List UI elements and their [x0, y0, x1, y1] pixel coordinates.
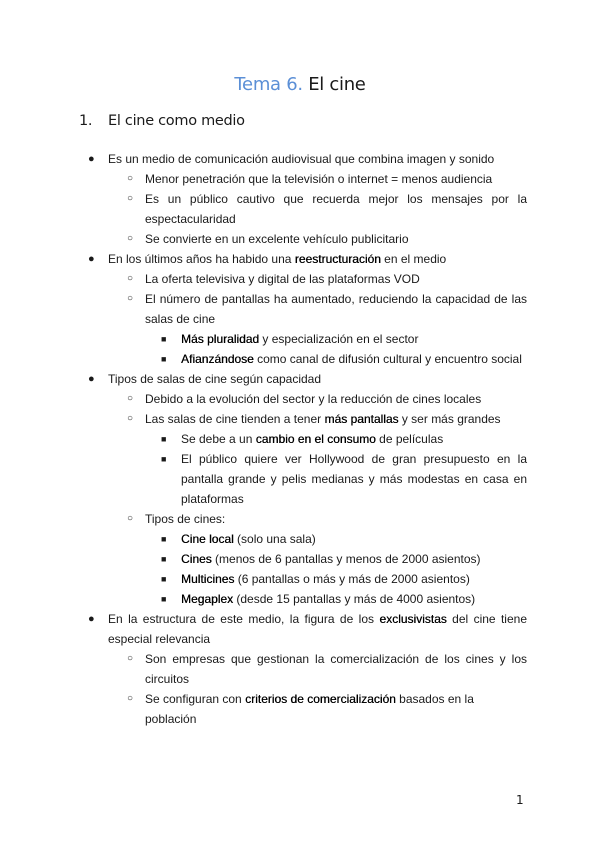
- bullet-square: ■: [161, 594, 167, 604]
- list-item: ○ Tipos de cines:: [145, 509, 527, 529]
- title-name: El cine: [308, 74, 366, 95]
- list-item: ○ Las salas de cine tienden a tener más pantallas y ser más grandes: [145, 409, 527, 429]
- list-item: ○ Se convierte en un excelente vehículo publicitario: [145, 229, 527, 249]
- section-number: 1.: [79, 113, 93, 129]
- list-item: ○ Se configuran con criterios de comercialización basados en la población: [145, 689, 527, 729]
- title-number: Tema 6.: [234, 74, 303, 95]
- list-item: ○ Debido a la evolución del sector y la reducción de cines locales: [145, 389, 527, 409]
- list-item: ■ Megaplex (desde 15 pantallas y más de 4000 asientos): [181, 589, 527, 609]
- list-item: ■ El público quiere ver Hollywood de gran presupuesto en la pantalla grande y pelis medianas y más modestas en casa en plataformas: [181, 449, 527, 509]
- list-item: ● Tipos de salas de cine según capacidad: [108, 369, 527, 389]
- section-title: El cine como medio: [108, 113, 245, 129]
- list-item: ■ Se debe a un cambio en el consumo de películas: [181, 429, 527, 449]
- bullet-circle: ○: [127, 693, 134, 704]
- bullet-circle: ○: [127, 413, 134, 424]
- section-heading: [79, 113, 245, 129]
- bullet-square: ■: [161, 434, 167, 444]
- bullet-square: ■: [161, 354, 167, 364]
- bullet-circle: ○: [127, 393, 134, 404]
- bullet-disc: ●: [88, 153, 95, 165]
- list-item: ● En la estructura de este medio, la figura de los exclusivistas del cine tiene especial relevancia: [108, 609, 527, 649]
- list-item: ○ Menor penetración que la televisión o internet = menos audiencia: [145, 169, 527, 189]
- bullet-square: ■: [161, 454, 167, 464]
- bullet-square: ■: [161, 534, 167, 544]
- page-number: 1: [516, 793, 524, 807]
- bullet-circle: ○: [127, 173, 134, 184]
- bullet-square: ■: [161, 334, 167, 344]
- bullet-circle: ○: [127, 293, 134, 304]
- list-item: ■ Cine local (solo una sala): [181, 529, 527, 549]
- list-item: ● En los últimos años ha habido una reestructuración en el medio: [108, 249, 527, 269]
- bullet-disc: ●: [88, 373, 95, 385]
- list-item: ○ El número de pantallas ha aumentado, reduciendo la capacidad de las salas de cine: [145, 289, 527, 329]
- list-item: ● Es un medio de comunicación audiovisual que combina imagen y sonido: [108, 149, 527, 169]
- bullet-circle: ○: [127, 653, 134, 664]
- bullet-circle: ○: [127, 193, 134, 204]
- bullet-disc: ●: [88, 253, 95, 265]
- list-item: ■ Multicines (6 pantallas o más y más de 2000 asientos): [181, 569, 527, 589]
- list-item: ■ Cines (menos de 6 pantallas y menos de 2000 asientos): [181, 549, 527, 569]
- bullet-disc: ●: [88, 613, 95, 625]
- bullet-square: ■: [161, 554, 167, 564]
- page-title: [0, 74, 600, 95]
- list-item: ■ Más pluralidad y especialización en el sector: [181, 329, 527, 349]
- list-item: ○ Es un público cautivo que recuerda mejor los mensajes por la espectacularidad: [145, 189, 527, 229]
- bullet-square: ■: [161, 574, 167, 584]
- list-item: ○ La oferta televisiva y digital de las plataformas VOD: [145, 269, 527, 289]
- bullet-circle: ○: [127, 273, 134, 284]
- bullet-list: [0, 149, 600, 729]
- bullet-circle: ○: [127, 233, 134, 244]
- list-item: ■ Afianzándose como canal de difusión cultural y encuentro social: [181, 349, 527, 369]
- list-item: ○ Son empresas que gestionan la comercialización de los cines y los circuitos: [145, 649, 527, 689]
- bullet-circle: ○: [127, 513, 134, 524]
